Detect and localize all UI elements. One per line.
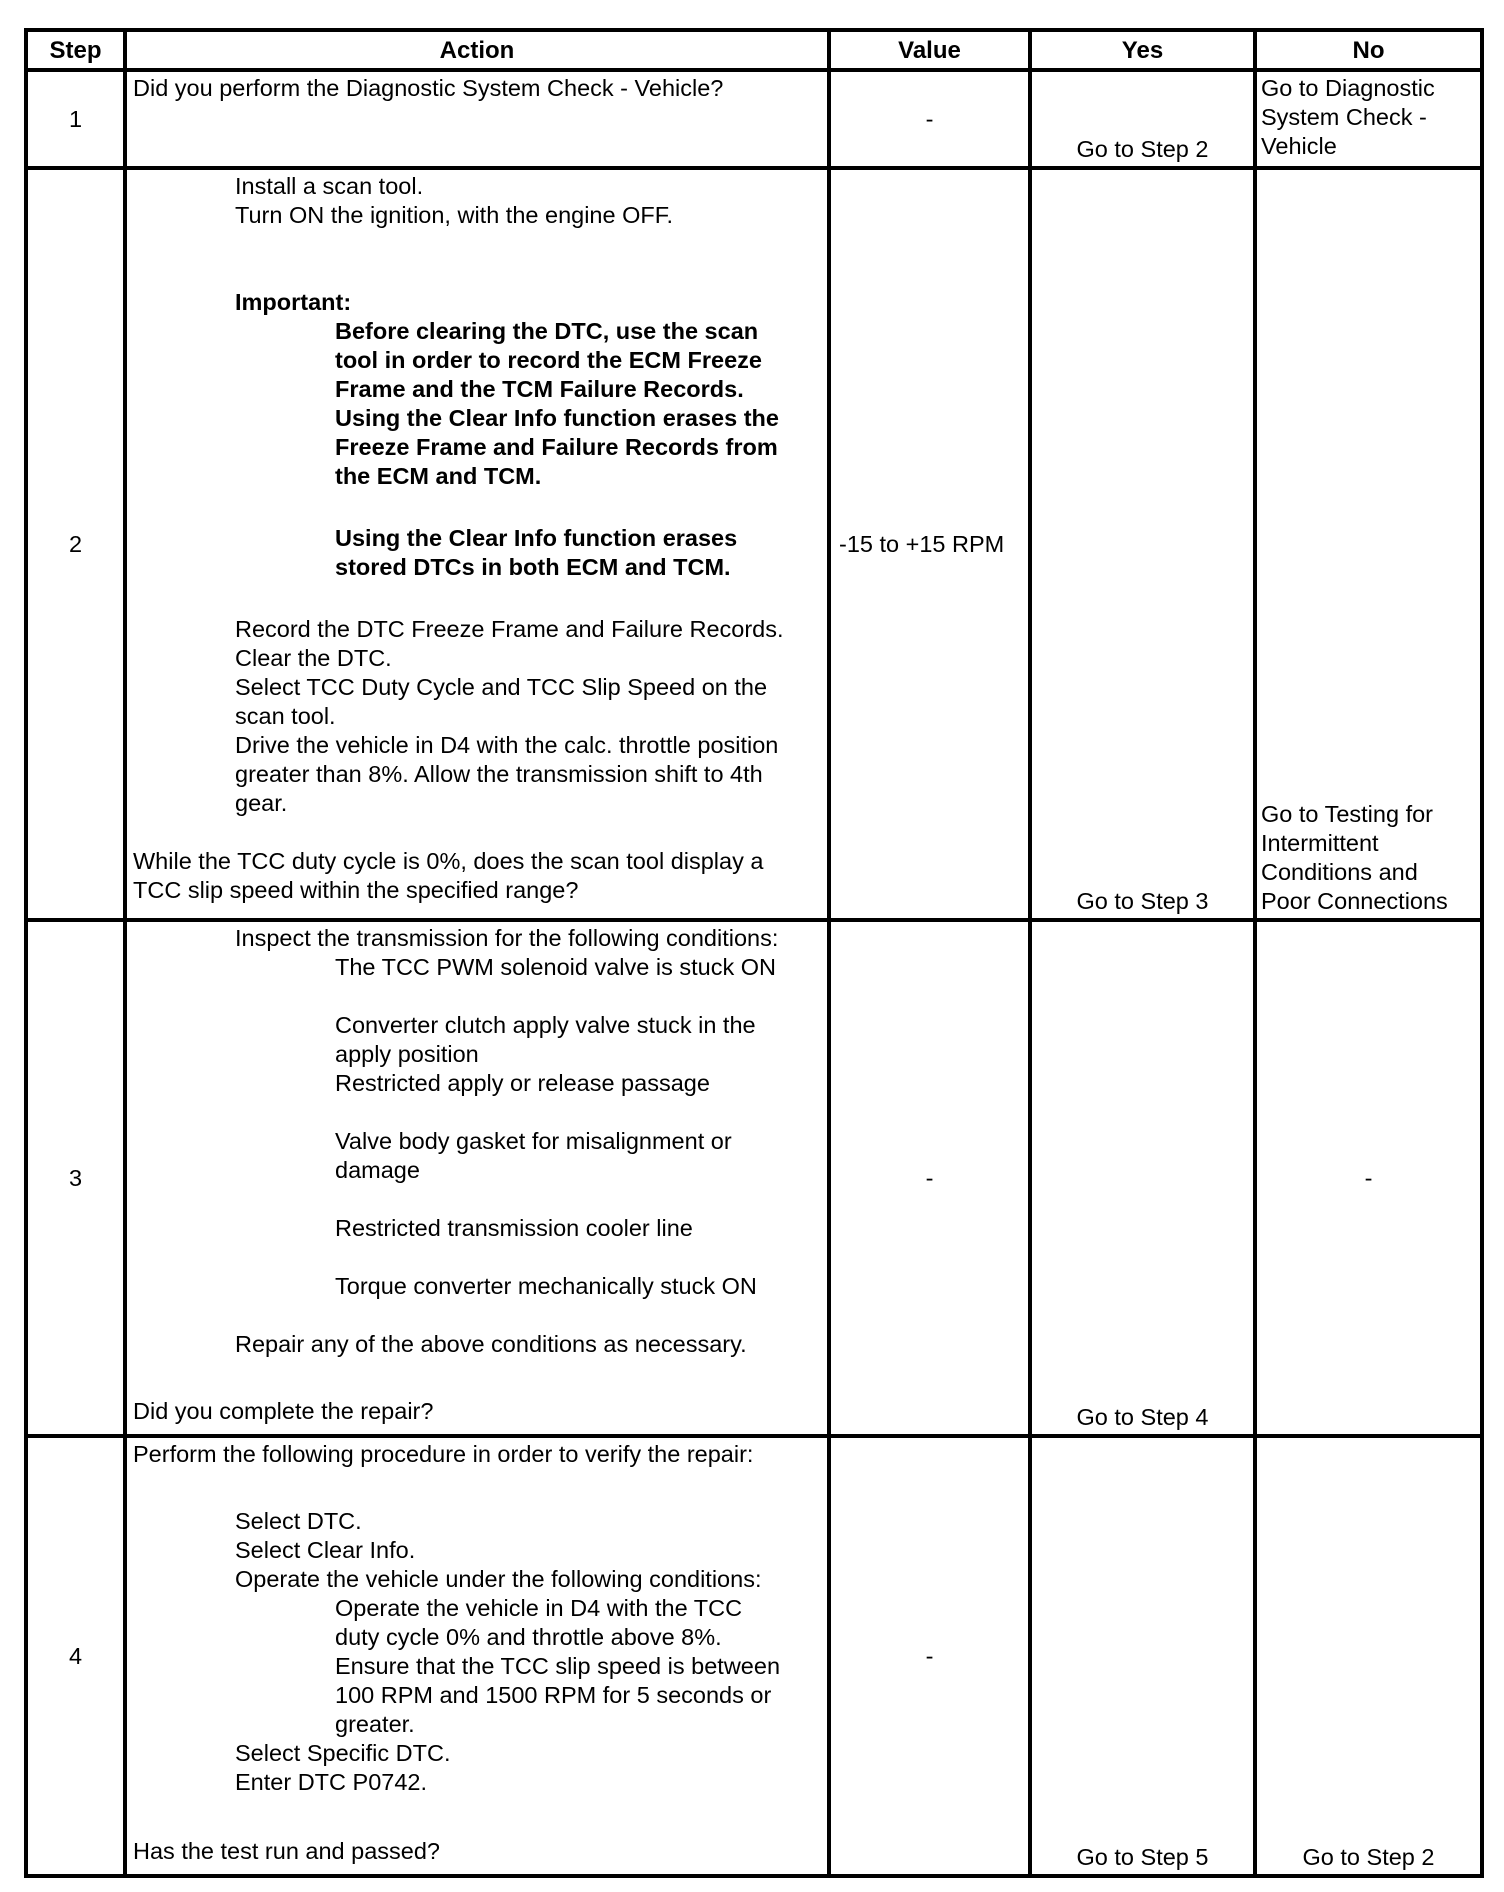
action-cell xyxy=(125,70,829,168)
action-line: scan tool. xyxy=(235,703,336,729)
condition-item: Operate the vehicle in D4 with the TCC xyxy=(335,1595,743,1621)
value-cell: -15 to +15 RPM xyxy=(829,168,1030,920)
condition-item: Torque converter mechanically stuck ON xyxy=(335,1273,757,1299)
condition-item: apply position xyxy=(335,1041,479,1067)
action-line: Clear the DTC. xyxy=(235,645,392,671)
action-line: Enter DTC P0742. xyxy=(235,1769,428,1795)
no-line: Poor Connections xyxy=(1261,888,1448,914)
no-cell: Go to Diagnostic System Check - Vehicle xyxy=(1255,70,1482,168)
important-note: Before clearing the DTC, use the scan xyxy=(335,318,759,344)
action-line: gear. xyxy=(235,790,288,816)
action-line: Operate the vehicle under the following conditions: xyxy=(235,1566,762,1592)
action-question: Did you perform the Diagnostic System Check - Vehicle? xyxy=(133,75,724,101)
important-note: Using the Clear Info function erases xyxy=(335,525,738,551)
action-line: Select Specific DTC. xyxy=(235,1740,451,1766)
action-question: TCC slip speed within the specified range? xyxy=(133,877,579,903)
diagnostic-table xyxy=(24,28,1484,1878)
action-line: greater than 8%. Allow the transmission shift to 4th xyxy=(235,761,763,787)
header-row xyxy=(26,30,1482,70)
important-note: the ECM and TCM. xyxy=(335,463,542,489)
important-note: Using the Clear Info function erases the xyxy=(335,405,779,431)
header-yes: Yes xyxy=(1030,30,1255,70)
condition-item: greater. xyxy=(335,1711,415,1737)
action-line: Install a scan tool. xyxy=(235,173,424,199)
action-cell xyxy=(125,168,829,920)
action-question: While the TCC duty cycle is 0%, does the scan tool display a xyxy=(133,848,764,874)
action-question: Did you complete the repair? xyxy=(133,1398,434,1424)
action-cell xyxy=(125,1436,829,1876)
action-line: Select TCC Duty Cycle and TCC Slip Speed on the xyxy=(235,674,768,700)
action-question: Has the test run and passed? xyxy=(133,1838,441,1864)
action-line: Drive the vehicle in D4 with the calc. throttle position xyxy=(235,732,779,758)
no-line: Go to Testing for xyxy=(1261,801,1433,827)
header-step: Step xyxy=(26,30,125,70)
yes-cell: Go to Step 3 xyxy=(1030,168,1255,920)
condition-item: damage xyxy=(335,1157,420,1183)
important-note: Freeze Frame and Failure Records from xyxy=(335,434,778,460)
table-row-step-2 xyxy=(26,168,1482,920)
condition-item: Restricted transmission cooler line xyxy=(335,1215,693,1241)
action-line: Select DTC. xyxy=(235,1508,362,1534)
table-row-step-3 xyxy=(26,920,1482,1436)
important-note: stored DTCs in both ECM and TCM. xyxy=(335,554,731,580)
condition-item: duty cycle 0% and throttle above 8%. xyxy=(335,1624,722,1650)
action-line: Record the DTC Freeze Frame and Failure Records. xyxy=(235,616,784,642)
no-line: Conditions and xyxy=(1261,859,1418,885)
value-cell: - xyxy=(829,1436,1030,1876)
important-label: Important: xyxy=(235,289,352,315)
step-number: 3 xyxy=(26,920,125,1436)
yes-cell: Go to Step 2 xyxy=(1030,70,1255,168)
condition-item: Valve body gasket for misalignment or xyxy=(335,1128,732,1154)
value-cell: - xyxy=(829,920,1030,1436)
header-value: Value xyxy=(829,30,1030,70)
step-number: 2 xyxy=(26,168,125,920)
condition-item: Restricted apply or release passage xyxy=(335,1070,710,1096)
condition-item: 100 RPM and 1500 RPM for 5 seconds or xyxy=(335,1682,772,1708)
table-row-step-4 xyxy=(26,1436,1482,1876)
header-action: Action xyxy=(125,30,829,70)
important-note: tool in order to record the ECM Freeze xyxy=(335,347,762,373)
value-cell: - xyxy=(829,70,1030,168)
condition-item: Converter clutch apply valve stuck in the xyxy=(335,1012,756,1038)
important-note: Frame and the TCM Failure Records. xyxy=(335,376,744,402)
no-cell xyxy=(1255,168,1482,920)
action-line: Inspect the transmission for the following conditions: xyxy=(235,925,779,951)
action-cell xyxy=(125,920,829,1436)
no-cell: Go to Step 2 xyxy=(1255,1436,1482,1876)
action-line: Select Clear Info. xyxy=(235,1537,416,1563)
table-row-step-1 xyxy=(26,70,1482,168)
action-line: Repair any of the above conditions as necessary. xyxy=(235,1331,747,1357)
condition-item: The TCC PWM solenoid valve is stuck ON xyxy=(335,954,776,980)
condition-item: Ensure that the TCC slip speed is between xyxy=(335,1653,781,1679)
yes-cell: Go to Step 5 xyxy=(1030,1436,1255,1876)
step-number: 1 xyxy=(26,70,125,168)
action-line: Perform the following procedure in order to verify the repair: xyxy=(133,1441,754,1467)
step-number: 4 xyxy=(26,1436,125,1876)
header-no: No xyxy=(1255,30,1482,70)
no-line: Intermittent xyxy=(1261,830,1379,856)
yes-cell: Go to Step 4 xyxy=(1030,920,1255,1436)
action-line: Turn ON the ignition, with the engine OFF. xyxy=(235,202,674,228)
no-cell: - xyxy=(1255,920,1482,1436)
